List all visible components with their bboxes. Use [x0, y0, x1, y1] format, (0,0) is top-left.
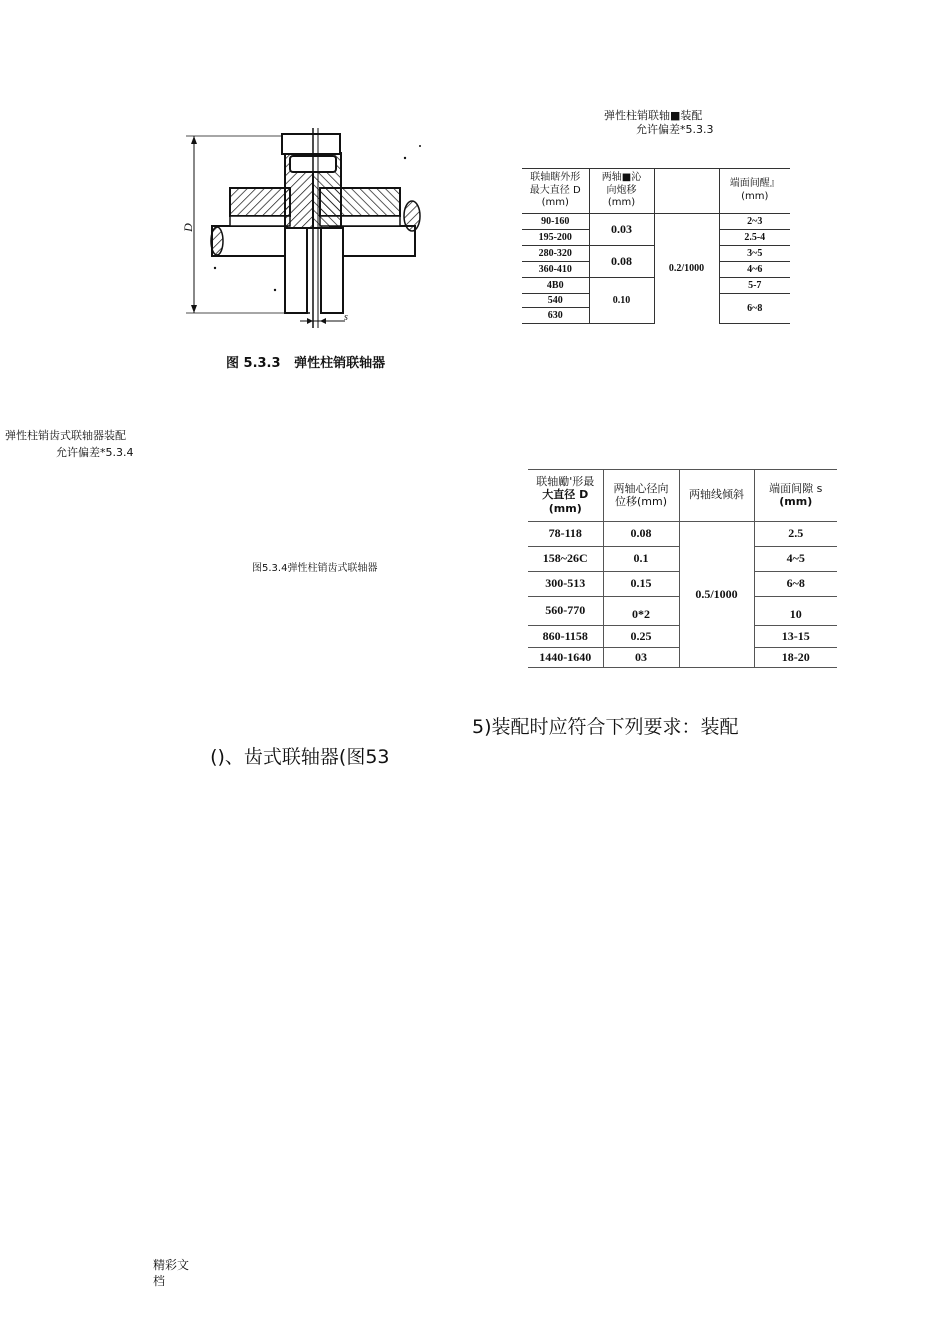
- table1-header-diameter: 联轴瞎外形 最大直径 D (mm): [522, 169, 589, 213]
- table2-header-gap: 端面间隙 s (mm): [754, 470, 837, 521]
- figure-5-3-4-caption: 图5.3.4弹性柱销齿式联轴器: [252, 563, 378, 574]
- table2-radial-cell: 0.15: [603, 571, 679, 596]
- table2-header-radial: 两轴心径向 位移(mm): [603, 470, 679, 521]
- table1-title: 弹性柱销联轴■装配: [604, 109, 703, 122]
- table1-header-gap: 端面间醒』 (mm): [719, 169, 790, 213]
- table1-subtitle: 允许偏差*5.3.3: [636, 123, 714, 136]
- table2-gap-cell: 10: [754, 596, 837, 625]
- table2-tilt-bottom-rule: [679, 667, 754, 668]
- table2-gap-cell: 18-20: [754, 647, 837, 667]
- table2-radial-cell: 0.1: [603, 546, 679, 571]
- gap-s-label: s: [344, 312, 348, 323]
- table1-gap-cell: 6~8: [719, 293, 790, 323]
- dimension-d-label: D: [180, 223, 195, 232]
- table2-diameter-cell: 300-513: [528, 571, 603, 596]
- table1: [522, 168, 790, 324]
- table2-radial-cell: 0.08: [603, 521, 679, 546]
- table1-gap-cell: 3~5: [719, 245, 790, 261]
- table1-diameter-cell: 630: [522, 307, 589, 323]
- table1-radial-cell: 0.10: [589, 277, 654, 323]
- table1-diameter-cell: 4B0: [522, 277, 589, 293]
- footer-text: 精彩文 档: [153, 1258, 190, 1288]
- coupling-drawing: [180, 128, 430, 333]
- table1-diameter-cell: 195-200: [522, 229, 589, 245]
- table2-gap-cell: 4~5: [754, 546, 837, 571]
- table1-radial-cell: 0.03: [589, 213, 654, 245]
- table1-diameter-cell: 360-410: [522, 261, 589, 277]
- table2-gap-cell: 6~8: [754, 571, 837, 596]
- table2-header-diameter: 联轴勵'形最 大直径 D (mm): [528, 470, 603, 521]
- table2-diameter-cell: 560-770: [528, 596, 603, 625]
- table1-gap-cell: 2.5-4: [719, 229, 790, 245]
- table1-gap-cell: 4~6: [719, 261, 790, 277]
- table2-diameter-cell: 860-1158: [528, 625, 603, 647]
- table2-gap-cell: 2.5: [754, 521, 837, 546]
- table2: [528, 469, 837, 668]
- table1-tilt-cell: 0.2/1000: [654, 213, 719, 323]
- figure-5-3-3-caption: 图 5.3.3 弹性柱销联轴器: [226, 356, 386, 371]
- table1-diameter-cell: 90-160: [522, 213, 589, 229]
- table2-diameter-cell: 78-118: [528, 521, 603, 546]
- section2-subtitle: 允许偏差*5.3.4: [56, 446, 134, 459]
- table1-gap-cell: 5-7: [719, 277, 790, 293]
- table2-gap-cell: 13-15: [754, 625, 837, 647]
- table2-radial-cell: 0*2: [603, 596, 679, 625]
- table2-radial-cell: 0.25: [603, 625, 679, 647]
- table2-diameter-cell: 1440-1640: [528, 647, 603, 667]
- table1-diameter-cell: 280-320: [522, 245, 589, 261]
- table2-header-tilt: 两轴线倾斜: [679, 470, 754, 521]
- table1-radial-cell: 0.08: [589, 245, 654, 277]
- table1-header-radial: 两轴■沁 向炮移 (mm): [589, 169, 654, 213]
- table1-header-tilt: [654, 169, 719, 213]
- section2-title: 弹性柱销齿式联轴器装配: [5, 429, 126, 442]
- table2-radial-cell: 03: [603, 647, 679, 667]
- table1-gap-cell: 2~3: [719, 213, 790, 229]
- gear-coupling-paragraph: ()、齿式联轴器(图53 5)装配时应符合下列要求：装配: [210, 716, 739, 768]
- table2-tilt-cell: 0.5/1000: [679, 521, 754, 667]
- table1-diameter-cell: 540: [547, 294, 563, 306]
- table2-diameter-cell: 158~26C: [528, 546, 603, 571]
